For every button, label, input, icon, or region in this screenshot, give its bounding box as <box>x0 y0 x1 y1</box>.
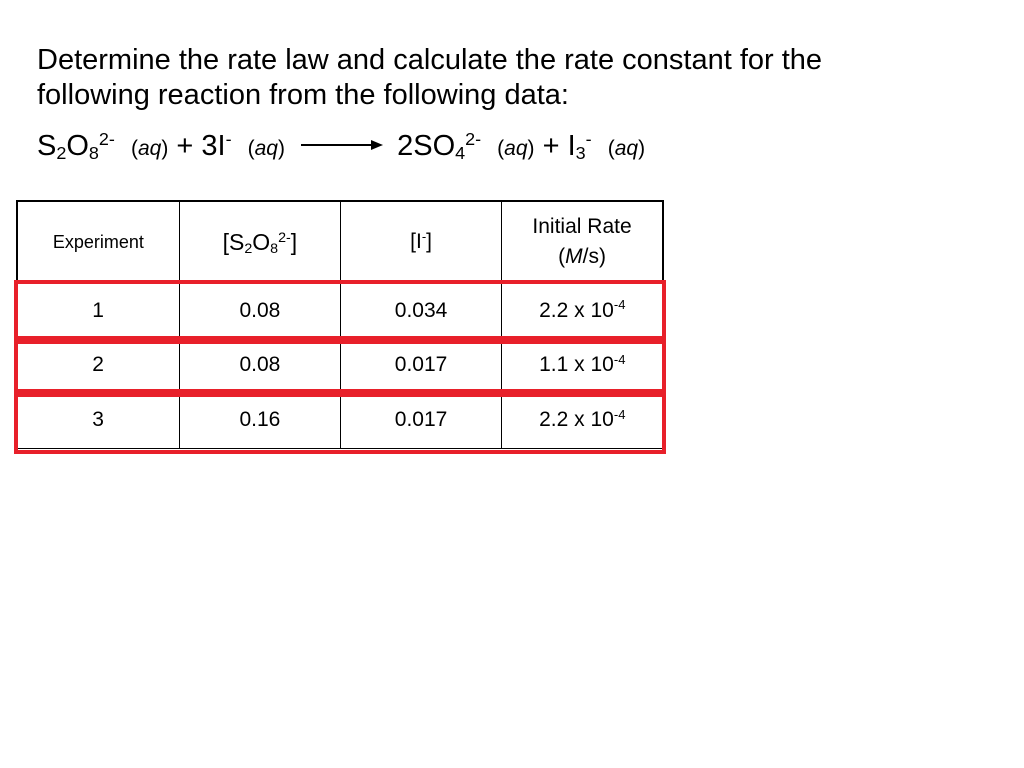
plus-sign: + <box>542 130 560 162</box>
state-label: (aq) <box>497 137 535 160</box>
cell-rate: 2.2 x $10^{-4}$ <box>502 283 663 339</box>
reactant-persulfate: $S2O8^{2-}$ <box>37 129 115 164</box>
reaction-equation <box>37 126 645 166</box>
cell-experiment: 3 <box>17 392 179 449</box>
prompt-line-2: following reaction from the following data: <box>37 79 569 111</box>
state-label: (aq) <box>247 137 285 160</box>
cell-experiment: 2 <box>17 339 179 392</box>
plus-sign: + <box>176 130 194 162</box>
problem-statement <box>37 43 997 113</box>
header-iodide-concentration: [I-] <box>341 201 502 283</box>
prompt-line-1: Determine the rate law and calculate the rate constant for the <box>37 44 823 76</box>
table-row <box>17 283 663 339</box>
table-header-row <box>17 201 663 283</box>
cell-persulfate: 0.16 <box>179 392 340 449</box>
cell-persulfate: 0.08 <box>179 283 340 339</box>
cell-experiment: 1 <box>17 283 179 339</box>
cell-iodide: 0.017 <box>341 392 502 449</box>
reaction-arrow-icon <box>301 138 383 152</box>
product-sulfate: $2SO4^{2-}$ <box>397 129 482 164</box>
cell-iodide: 0.034 <box>341 283 502 339</box>
header-initial-rate: Initial Rate (M/s) <box>502 201 663 283</box>
table-row <box>17 339 663 392</box>
experiment-data-table <box>16 200 664 449</box>
product-triiodide: I3- <box>567 129 592 164</box>
state-label: (aq) <box>130 137 169 160</box>
cell-iodide: 0.017 <box>341 339 502 392</box>
cell-rate: 1.1 x $10^{-4}$ <box>502 339 663 392</box>
header-persulfate-concentration: $[S2O8^{2-}]$ <box>179 201 340 283</box>
cell-rate: 2.2 x $10^{-4}$ <box>502 392 663 449</box>
state-label: (aq) <box>607 137 646 160</box>
table-row <box>17 392 663 449</box>
cell-persulfate: 0.08 <box>179 339 340 392</box>
header-experiment: Experiment <box>17 201 179 283</box>
reactant-iodide: 3I- <box>201 129 232 162</box>
